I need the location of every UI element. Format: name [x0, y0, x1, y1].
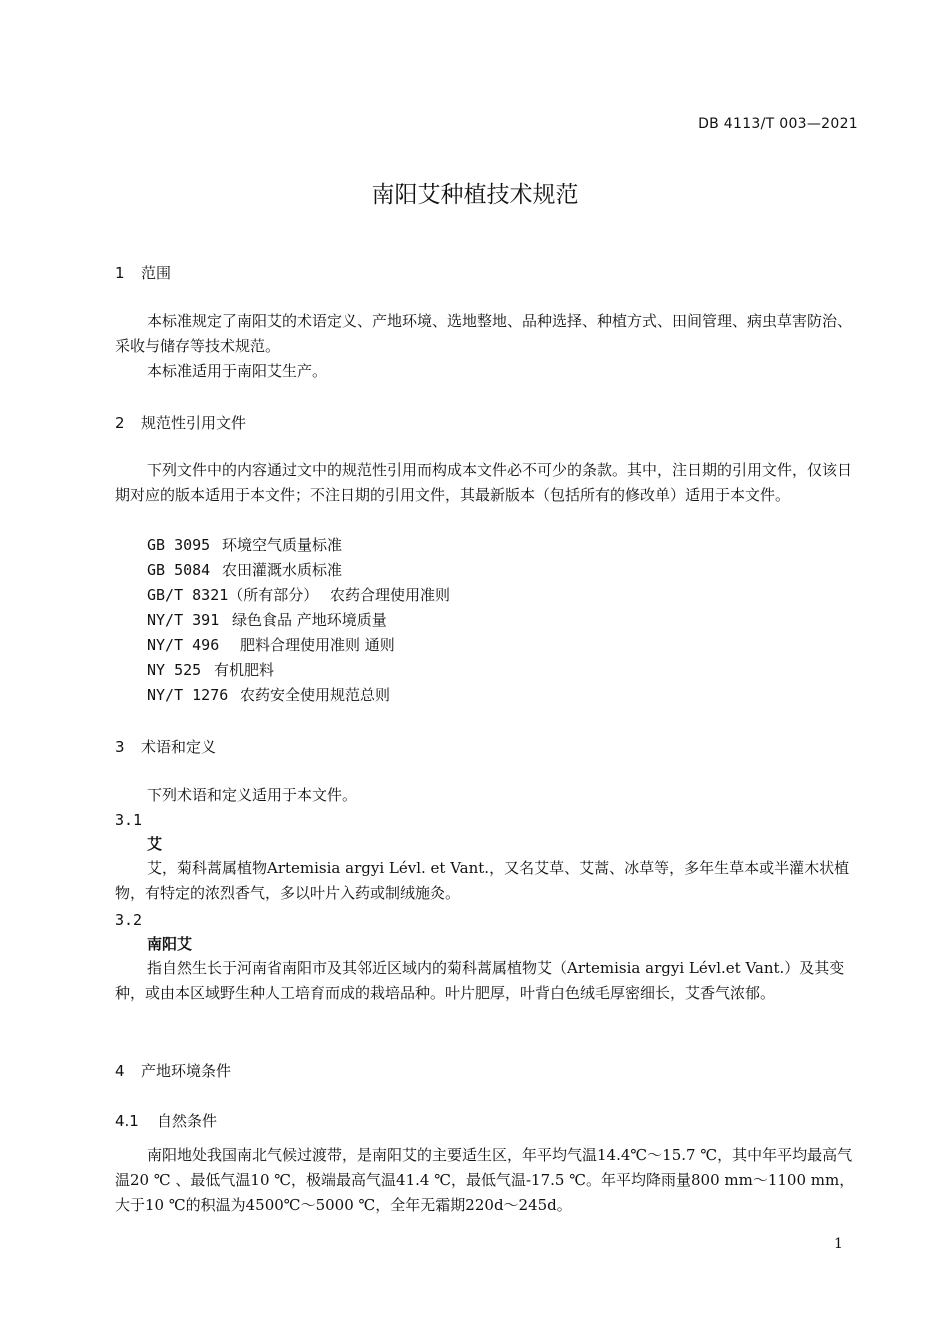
section-title: 产地环境条件 [141, 1062, 232, 1080]
section-title: 范围 [141, 264, 172, 282]
subsection-number: 4.1 [115, 1112, 139, 1130]
reference-name: 农药合理使用准则 [330, 586, 451, 604]
paragraph: 下列术语和定义适用于本文件。 [147, 786, 358, 804]
section-number: 2 [115, 414, 125, 432]
reference-name: 农药安全使用规范总则 [240, 686, 391, 704]
reference-code: NY/T 1276 [147, 686, 229, 704]
reference-code: NY 525 [147, 661, 202, 679]
subsection-heading-4-1 [115, 1110, 217, 1131]
term-definition: 艾，菊科蒿属植物Artemisia argyi Lévl. et Vant.，又名艾草、艾蒿、冰草等，多年生草本或半灌木状植物，有特定的浓烈香气，多以叶片入药或制绒施灸。 [115, 859, 850, 902]
section-title: 术语和定义 [141, 738, 217, 756]
reference-name: 肥料合理使用准则 通则 [240, 636, 395, 654]
section-number: 1 [115, 264, 125, 282]
subsection-title: 自然条件 [157, 1112, 218, 1130]
reference-item [147, 683, 847, 708]
reference-item [147, 633, 847, 658]
section-number: 3 [115, 738, 125, 756]
section-number: 4 [115, 1062, 125, 1080]
reference-item [147, 608, 847, 633]
paragraph: 下列文件中的内容通过文中的规范性引用而构成本文件必不可少的条款。其中，注日期的引用文件，仅该日期对应的版本适用于本文件；不注日期的引用文件，其最新版本（包括所有的修改单）适用于本文件。 [115, 461, 853, 504]
reference-item [147, 558, 847, 583]
paragraph: 南阳地处我国南北气候过渡带，是南阳艾的主要适生区，年平均气温14.4℃～15.7 ℃，其中年平均最高气温20 ℃ 、最低气温10 ℃，极端最高气温41.4 ℃，最低气温-17.5 ℃。年平均降雨量800 mm～1100 mm，大于10 ℃的积温为4500℃～5000 ℃，全年无霜期220d～245d。 [115, 1146, 855, 1214]
reference-item [147, 658, 847, 683]
document-title: 南阳艾种植技术规范 [371, 182, 579, 208]
term-name: 艾 [147, 835, 163, 853]
document-number: DB 4113/T 003—2021 [698, 116, 858, 132]
reference-name: 有机肥料 [214, 661, 275, 679]
reference-code: GB 5084 [147, 561, 211, 579]
term-number: 3.1 [115, 811, 143, 829]
reference-code: GB/T 8321（所有部分） [147, 586, 319, 604]
reference-code: GB 3095 [147, 536, 211, 554]
section-heading-1 [115, 262, 171, 283]
term-definition: 指自然生长于河南省南阳市及其邻近区域内的菊科蒿属植物艾（Artemisia argyi Lévl.et Vant.）及其变种，或由本区域野生种人工培育而成的栽培品种。叶片肥厚，叶背白色绒毛厚密细长，艾香气浓郁。 [115, 959, 845, 1002]
section-heading-4 [115, 1060, 231, 1081]
normative-reference-list [147, 533, 847, 708]
section-title: 规范性引用文件 [141, 414, 247, 432]
reference-name: 农田灌溉水质标准 [222, 561, 343, 579]
paragraph: 本标准适用于南阳艾生产。 [147, 362, 328, 380]
section-heading-2 [115, 412, 246, 433]
page-number: 1 [834, 1236, 843, 1252]
term-name: 南阳艾 [147, 935, 193, 953]
reference-item [147, 533, 847, 558]
term-number: 3.2 [115, 911, 143, 929]
section-heading-3 [115, 736, 216, 757]
reference-name: 环境空气质量标准 [222, 536, 343, 554]
reference-code: NY/T 496 [147, 636, 220, 654]
reference-code: NY/T 391 [147, 611, 220, 629]
reference-item [147, 583, 847, 608]
reference-name: 绿色食品 产地环境质量 [232, 611, 387, 629]
paragraph: 本标准规定了南阳艾的术语定义、产地环境、选地整地、品种选择、种植方式、田间管理、病虫草害防治、采收与储存等技术规范。 [115, 312, 853, 355]
